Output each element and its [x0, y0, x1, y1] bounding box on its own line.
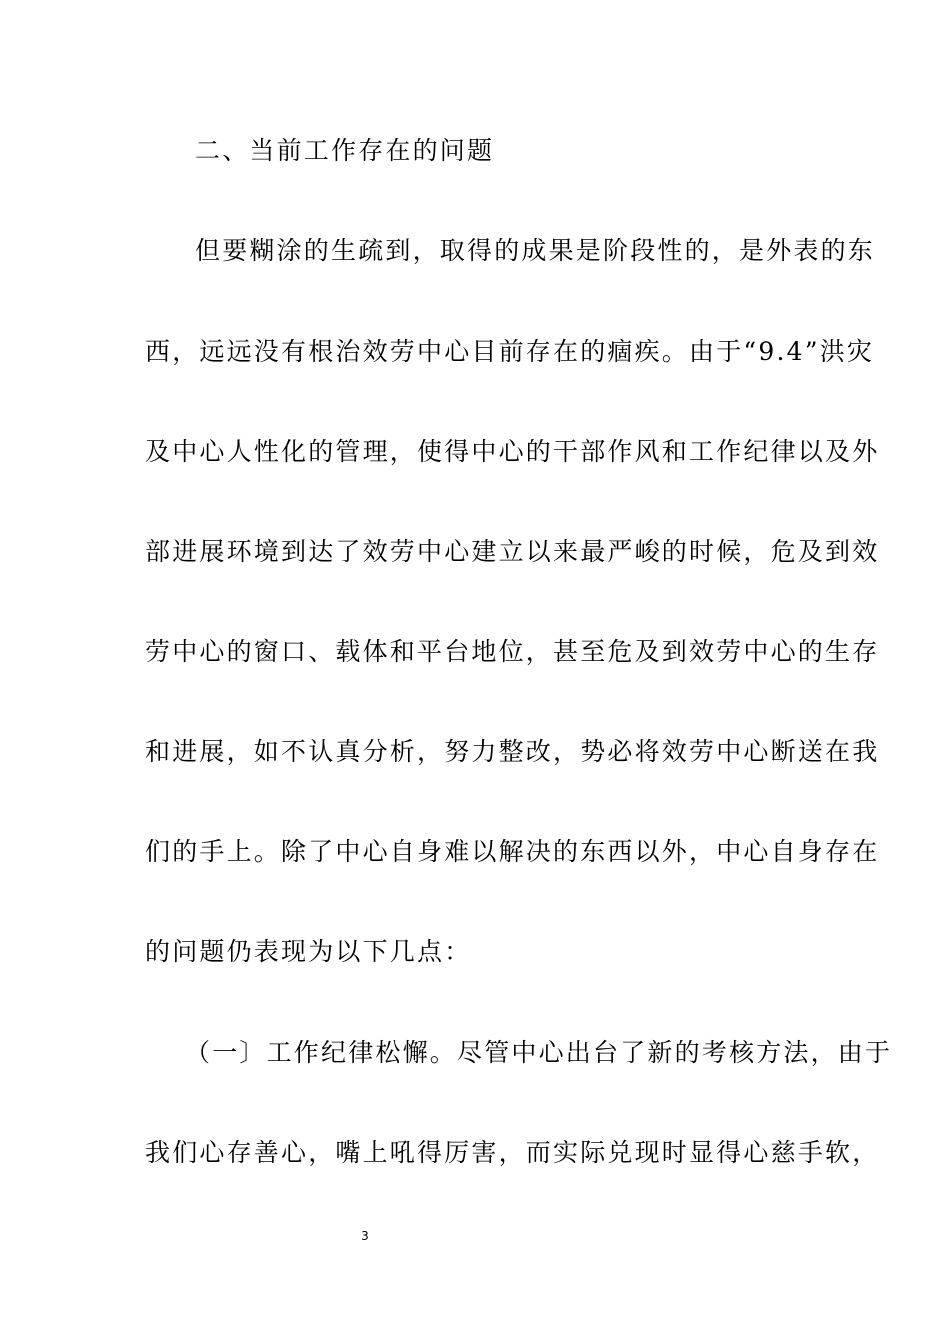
paragraph-line: 但要糊涂的生疏到，取得的成果是阶段性的，是外表的东 [195, 236, 876, 265]
page-number: 3 [361, 1229, 369, 1243]
section-heading: 二、当前工作存在的问题 [195, 136, 495, 165]
paragraph-line: 部进展环境到达了效劳中心建立以来最严峻的时候，危及到效 [145, 537, 880, 566]
paragraph-line: 劳中心的窗口、载体和平台地位，甚至危及到效劳中心的生存 [145, 637, 880, 666]
paragraph-line: （一〕工作纪律松懈。尽管中心出台了新的考核方法，由于 [185, 1038, 893, 1067]
paragraph-line: 们的手上。除了中心自身难以解决的东西以外，中心自身存在 [145, 837, 880, 866]
paragraph-line: 的问题仍表现为以下几点： [145, 937, 472, 966]
paragraph-line: 和进展，如不认真分析，努力整改，势必将效劳中心断送在我 [145, 737, 880, 766]
paragraph-line: 我们心存善心，嘴上吼得厉害，而实际兑现时显得心慈手软， [145, 1138, 880, 1167]
paragraph-line: 西，远远没有根治效劳中心目前存在的痼疾。由于“9.4”洪灾 [145, 337, 875, 366]
paragraph-line: 及中心人性化的管理，使得中心的干部作风和工作纪律以及外 [145, 437, 880, 466]
